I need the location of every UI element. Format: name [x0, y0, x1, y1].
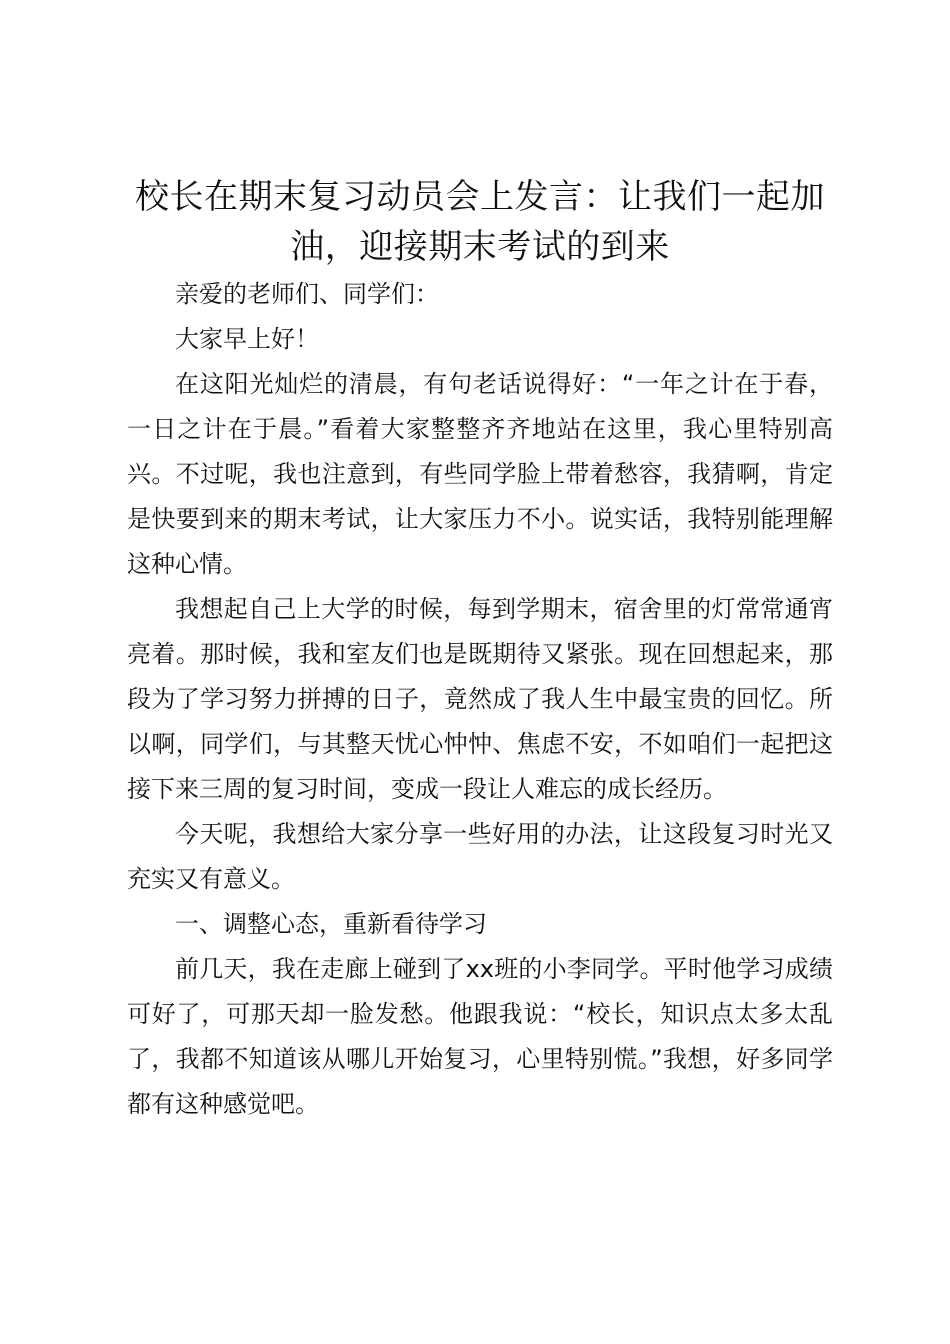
- greeting: 大家早上好！: [175, 325, 319, 353]
- body-paragraph: 前几天，我在走廊上碰到了xx班的小李同学。平时他学习成绩可好了，可那天却一脸发愁。他跟我说：“校长，知识点太多太乱了，我都不知道该从哪儿开始复习，心里特别慌。”我想，好多同学都有这种感觉吧。: [127, 955, 833, 1118]
- document-title: 校长在期末复习动员会上发言：让我们一起加油，迎接期末考试的到来: [135, 177, 825, 267]
- salutation: 亲爱的老师们、同学们：: [175, 280, 439, 308]
- document-body: [127, 172, 833, 1127]
- section-heading: 一、调整心态，重新看待学习: [175, 910, 487, 938]
- body-paragraph: 在这阳光灿烂的清晨，有句老话说得好：“一年之计在于春，一日之计在于晨。”看着大家整整齐齐地站在这里，我心里特别高兴。不过呢，我也注意到，有些同学脸上带着愁容，我猜啊，肯定是快要到来的期末考试，让大家压力不小。说实话，我特别能理解这种心情。: [127, 370, 833, 578]
- body-paragraph: 今天呢，我想给大家分享一些好用的办法，让这段复习时光又充实又有意义。: [127, 820, 833, 893]
- body-paragraph: 我想起自己上大学的时候，每到学期末，宿舍里的灯常常通宵亮着。那时候，我和室友们也是既期待又紧张。现在回想起来，那段为了学习努力拼搏的日子，竟然成了我人生中最宝贵的回忆。所以啊，同学们，与其整天忧心忡忡、焦虑不安，不如咱们一起把这接下来三周的复习时间，变成一段让人难忘的成长经历。: [127, 595, 833, 803]
